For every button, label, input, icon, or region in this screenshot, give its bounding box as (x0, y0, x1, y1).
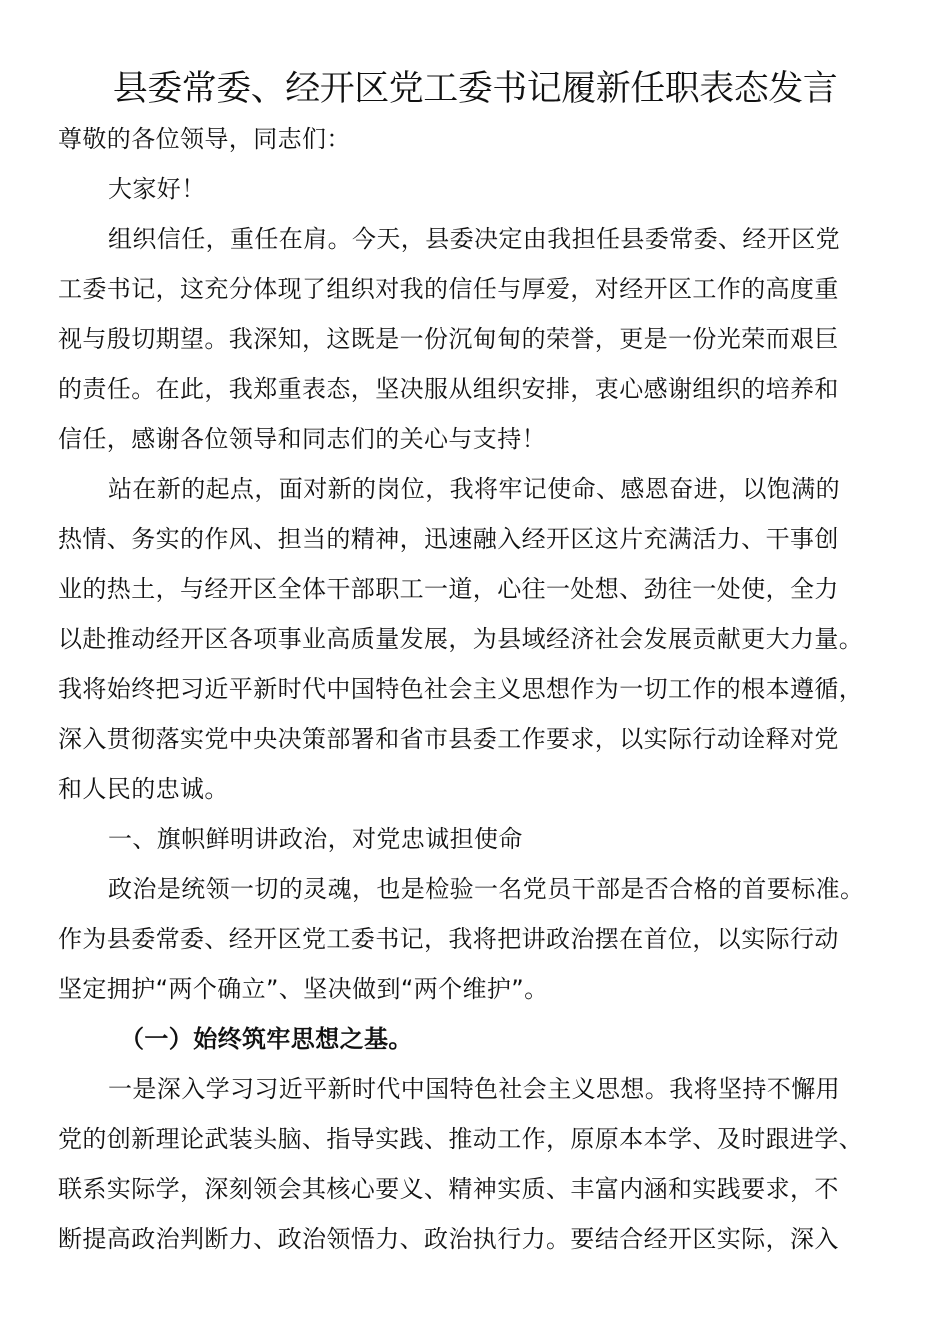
paragraph-line: 工委书记，这充分体现了组织对我的信任与厚爱，对经开区工作的高度重 (58, 275, 839, 303)
paragraph-line: 联系实际学，深刻领会其核心要义、精神实质、丰富内涵和实践要求，不 (58, 1175, 839, 1203)
salutation: 尊敬的各位领导，同志们： (58, 125, 351, 153)
paragraph-line: 信任，感谢各位领导和同志们的关心与支持！ (58, 425, 546, 453)
paragraph-line: 业的热土，与经开区全体干部职工一道，心往一处想、劲往一处使，全力 (58, 575, 839, 603)
paragraph-line: 以赴推动经开区各项事业高质量发展，为县域经济社会发展贡献更大力量。 (58, 625, 864, 653)
section-heading: 一、旗帜鲜明讲政治，对党忠诚担使命 (108, 825, 523, 853)
paragraph-line: 一是深入学习习近平新时代中国特色社会主义思想。我将坚持不懈用 (108, 1075, 840, 1103)
paragraph-line: 站在新的起点，面对新的岗位，我将牢记使命、感恩奋进，以饱满的 (108, 475, 840, 503)
greeting: 大家好！ (108, 175, 206, 203)
document-body (58, 114, 888, 1264)
paragraph-line: 和人民的忠诚。 (58, 775, 229, 803)
paragraph-line: 深入贯彻落实党中央决策部署和省市县委工作要求，以实际行动诠释对党 (58, 725, 839, 753)
paragraph-line: 断提高政治判断力、政治领悟力、政治执行力。要结合经开区实际，深入 (58, 1225, 839, 1253)
paragraph-line: 作为县委常委、经开区党工委书记，我将把讲政治摆在首位，以实际行动 (58, 925, 839, 953)
paragraph-line: 坚定拥护“两个确立”、坚决做到“两个维护”。 (58, 975, 549, 1003)
document-title: 县委常委、经开区党工委书记履新任职表态发言 (112, 69, 838, 109)
paragraph-line: 组织信任，重任在肩。今天，县委决定由我担任县委常委、经开区党 (108, 225, 840, 253)
paragraph-line: 的责任。在此，我郑重表态，坚决服从组织安排，衷心感谢组织的培养和 (58, 375, 839, 403)
paragraph-line: 热情、务实的作风、担当的精神，迅速融入经开区这片充满活力、干事创 (58, 525, 839, 553)
paragraph-line: 党的创新理论武装头脑、指导实践、推动工作，原原本本学、及时跟进学、 (58, 1125, 864, 1153)
subsection-heading: （一）始终筑牢思想之基。 (120, 1025, 413, 1053)
paragraph-line: 我将始终把习近平新时代中国特色社会主义思想作为一切工作的根本遵循， (58, 675, 864, 703)
paragraph-line: 视与殷切期望。我深知，这既是一份沉甸甸的荣誉，更是一份光荣而艰巨 (58, 325, 839, 353)
paragraph-line: 政治是统领一切的灵魂，也是检验一名党员干部是否合格的首要标准。 (108, 875, 865, 903)
